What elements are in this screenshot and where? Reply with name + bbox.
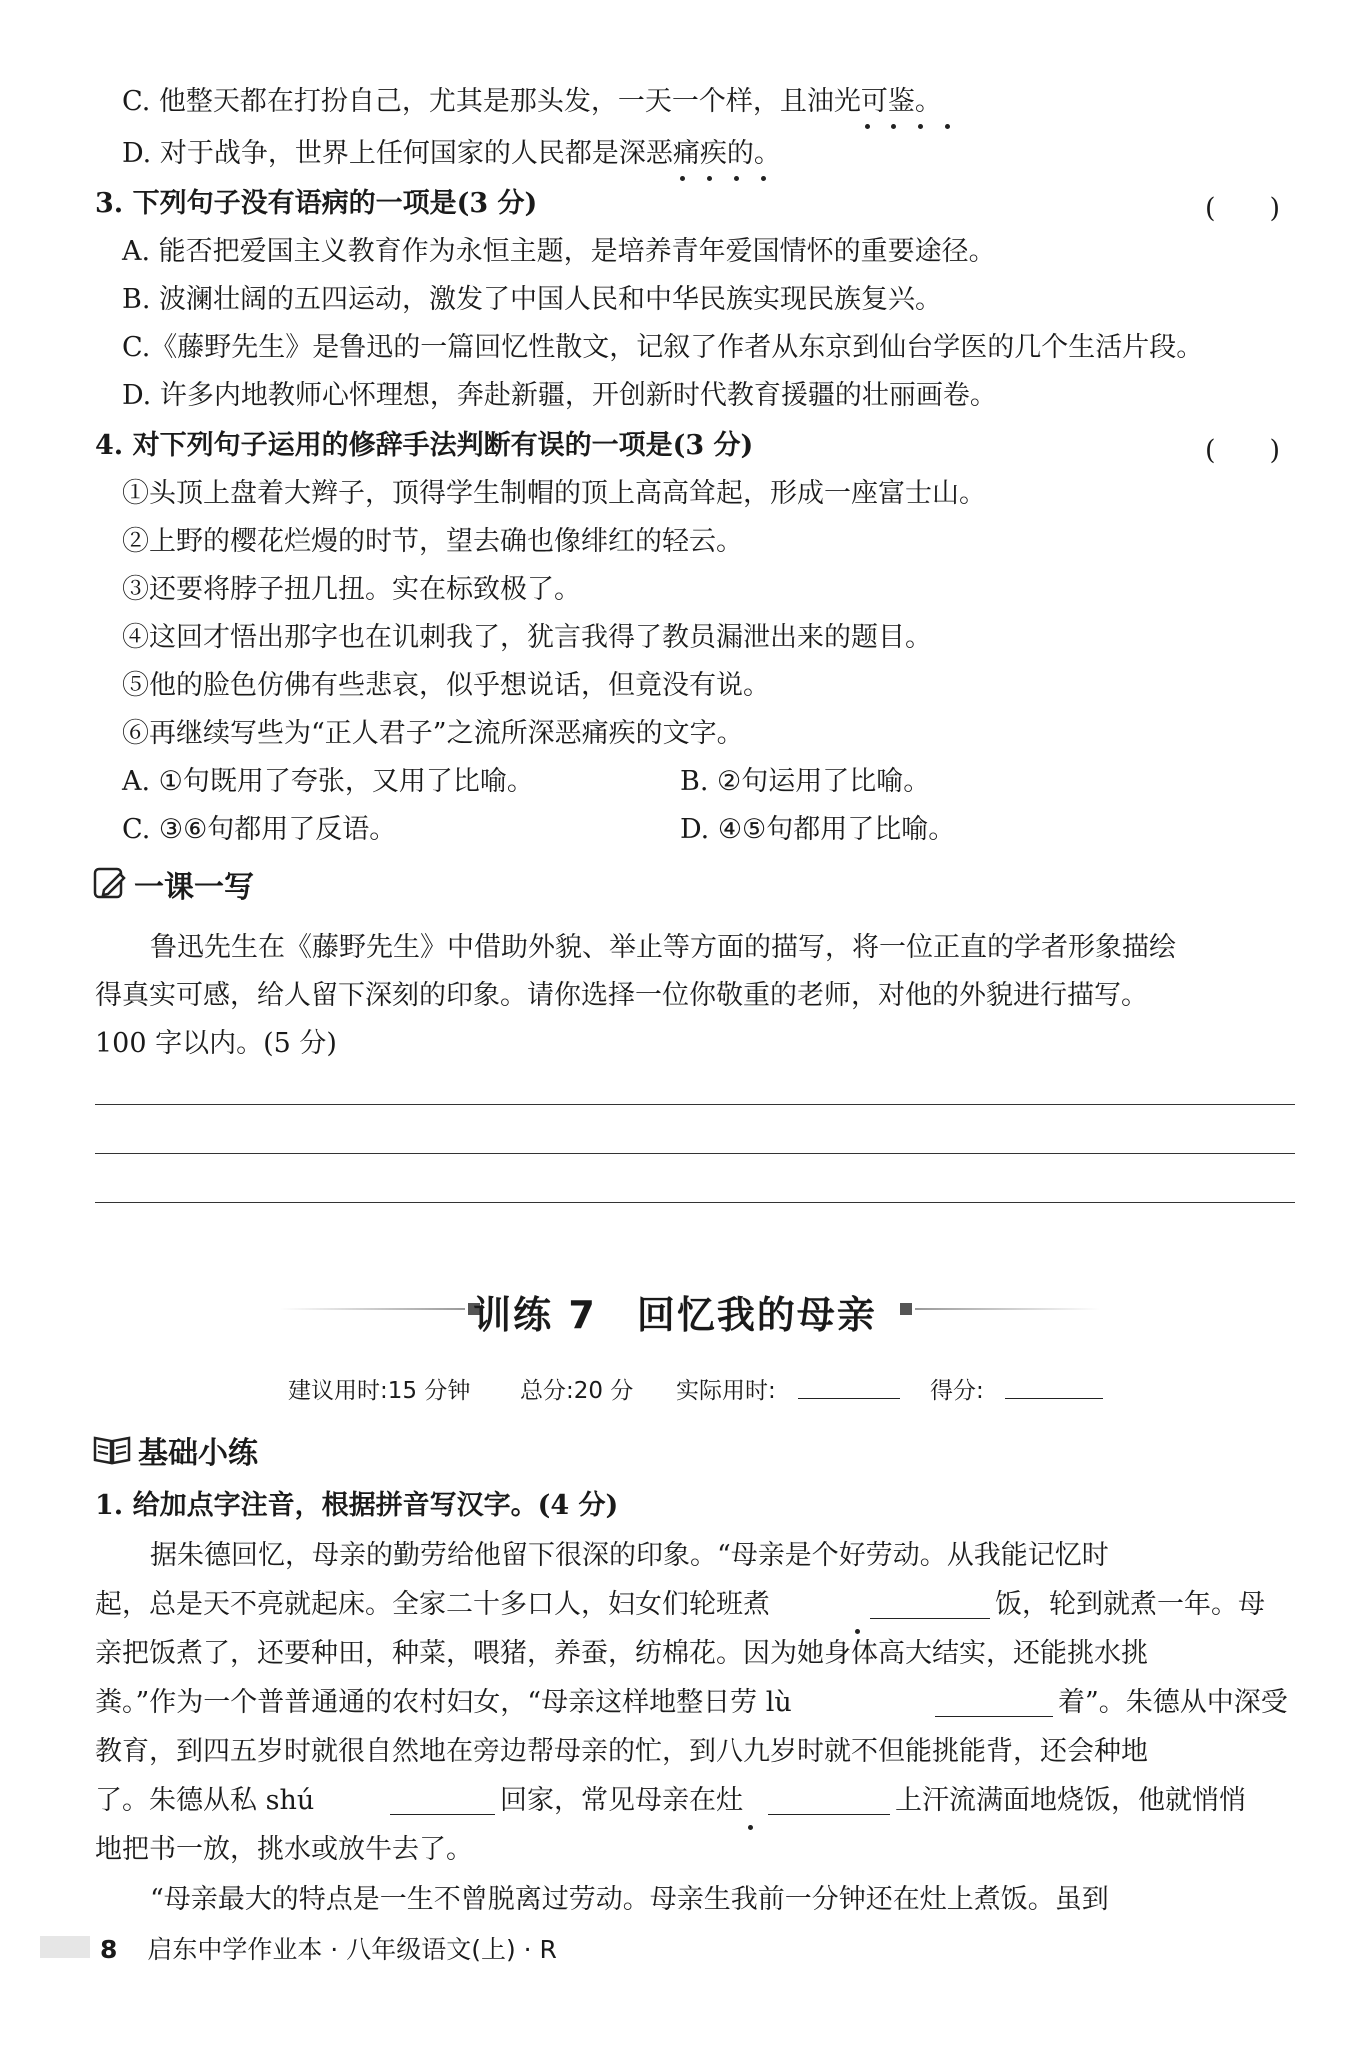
title-square-right [900, 1303, 912, 1315]
q4-option-c: C. ③⑥句都用了反语。 [122, 814, 397, 845]
answer-blank-3[interactable] [390, 1814, 495, 1815]
write-prompt-line3: 100 字以内。(5 分) [95, 1028, 337, 1059]
answer-line[interactable] [95, 1202, 1295, 1203]
question-3: 3. 下列句子没有语病的一项是(3 分) [95, 188, 538, 219]
emphasis-dot [855, 1629, 865, 1635]
answer-blank-2[interactable] [935, 1716, 1053, 1717]
actual-time-label: 实际用时: [676, 1378, 776, 1404]
emphasis-dot [748, 1825, 758, 1831]
answer-line[interactable] [95, 1104, 1295, 1105]
write-prompt-line2: 得真实可感，给人留下深刻的印象。请你选择一位你敬重的老师，对他的外貌进行描写。 [95, 980, 1148, 1011]
q4-option-d: D. ④⑤句都用了比喻。 [680, 814, 956, 845]
page-number: 8 [100, 1935, 118, 1964]
sentence-2: ②上野的樱花烂熳的时节，望去确也像绯红的轻云。 [122, 526, 743, 557]
training-title: 训练 7 回忆我的母亲 [473, 1293, 877, 1337]
pencil-icon [92, 866, 128, 902]
footer-decoration [40, 1936, 90, 1958]
q3-option-a: A. 能否把爱国主义教育作为永恒主题，是培养青年爱国情怀的重要途径。 [122, 236, 996, 267]
training-title-block [0, 1278, 1350, 1338]
question-1: 1. 给加点字注音，根据拼音写汉字。(4 分) [95, 1490, 619, 1521]
answer-line[interactable] [95, 1153, 1295, 1154]
option-d-line: D. 对于战争，世界上任何国家的人民都是深恶痛疾的。 [122, 138, 781, 169]
score-label: 得分: [930, 1378, 984, 1404]
write-prompt-line1: 鲁迅先生在《藤野先生》中借助外貌、举止等方面的描写，将一位正直的学者形象描绘 [150, 932, 1176, 963]
reading-line6b: 回家，常见母亲在灶 [500, 1785, 743, 1816]
actual-time-blank[interactable] [798, 1398, 900, 1399]
answer-paren: ( ) [1205, 435, 1281, 466]
answer-blank-1[interactable] [870, 1618, 990, 1619]
reading-line8: “母亲最大的特点是一生不曾脱离过劳动。母亲生我前一分钟还在灶上煮饭。虽到 [150, 1884, 1109, 1915]
option-c-line: C. 他整天都在打扮自己，尤其是那头发，一天一个样，且油光可鉴。 [122, 86, 942, 117]
answer-paren: ( ) [1205, 193, 1281, 224]
reading-line5: 教育，到四五岁时就很自然地在旁边帮母亲的忙，到八九岁时就不但能挑能背，还会种地 [95, 1736, 1148, 1767]
sentence-5: ⑤他的脸色仿佛有些悲哀，似乎想说话，但竟没有说。 [122, 670, 770, 701]
reading-line3: 亲把饭煮了，还要种田，种菜，喂猪，养蚕，纺棉花。因为她身体高大结实，还能挑水挑 [95, 1638, 1148, 1669]
sentence-6: ⑥再继续写些为“正人君子”之流所深恶痛疾的文字。 [122, 718, 744, 749]
q3-option-b: B. 波澜壮阔的五四运动，激发了中国人民和中华民族实现民族复兴。 [122, 284, 943, 315]
reading-line2b: 饭，轮到就煮一年。母 [995, 1589, 1265, 1620]
reading-line7: 地把书一放，挑水或放牛去了。 [95, 1834, 473, 1865]
emphasis-dots [680, 176, 800, 182]
q3-option-d: D. 许多内地教师心怀理想，奔赴新疆，开创新时代教育援疆的壮丽画卷。 [122, 380, 997, 411]
title-decoration-right [915, 1308, 1100, 1310]
write-section-title: 一课一写 [134, 870, 254, 905]
reading-line6a: 了。朱德从私 shú [95, 1785, 315, 1816]
book-title: 启东中学作业本 · 八年级语文(上) · R [147, 1935, 557, 1964]
book-icon [92, 1433, 132, 1467]
write-section-heading [92, 862, 254, 906]
answer-blank-4[interactable] [768, 1814, 890, 1815]
basic-section-heading [92, 1428, 258, 1472]
q4-option-b: B. ②句运用了比喻。 [680, 766, 931, 797]
emphasis-dots [865, 124, 985, 130]
sentence-4: ④这回才悟出那字也在讥刺我了，犹言我得了教员漏泄出来的题目。 [122, 622, 932, 653]
q4-option-a: A. ①句既用了夸张，又用了比喻。 [122, 766, 534, 797]
sentence-1: ①头顶上盘着大辫子，顶得学生制帽的顶上高高耸起，形成一座富士山。 [122, 478, 986, 509]
sentence-3: ③还要将脖子扭几扭。实在标致极了。 [122, 574, 581, 605]
question-4: 4. 对下列句子运用的修辞手法判断有误的一项是(3 分) [95, 430, 754, 461]
reading-line4a: 粪。”作为一个普普通通的农村妇女，“母亲这样地整日劳 lù [95, 1687, 792, 1718]
total-score: 总分:20 分 [520, 1378, 634, 1404]
reading-line6c: 上汗流满面地烧饭，他就悄悄 [895, 1785, 1246, 1816]
reading-line4b: 着”。朱德从中深受 [1058, 1687, 1288, 1718]
q3-option-c: C.《藤野先生》是鲁迅的一篇回忆性散文，记叙了作者从东京到仙台学医的几个生活片段。 [122, 332, 1204, 363]
suggested-time: 建议用时:15 分钟 [288, 1378, 471, 1404]
reading-line2a: 起，总是天不亮就起床。全家二十多口人，妇女们轮班煮 [95, 1589, 770, 1620]
basic-section-title: 基础小练 [138, 1436, 258, 1471]
page-footer [100, 1930, 557, 1966]
score-blank[interactable] [1005, 1398, 1103, 1399]
reading-line1: 据朱德回忆，母亲的勤劳给他留下很深的印象。“母亲是个好劳动。从我能记忆时 [150, 1540, 1109, 1571]
